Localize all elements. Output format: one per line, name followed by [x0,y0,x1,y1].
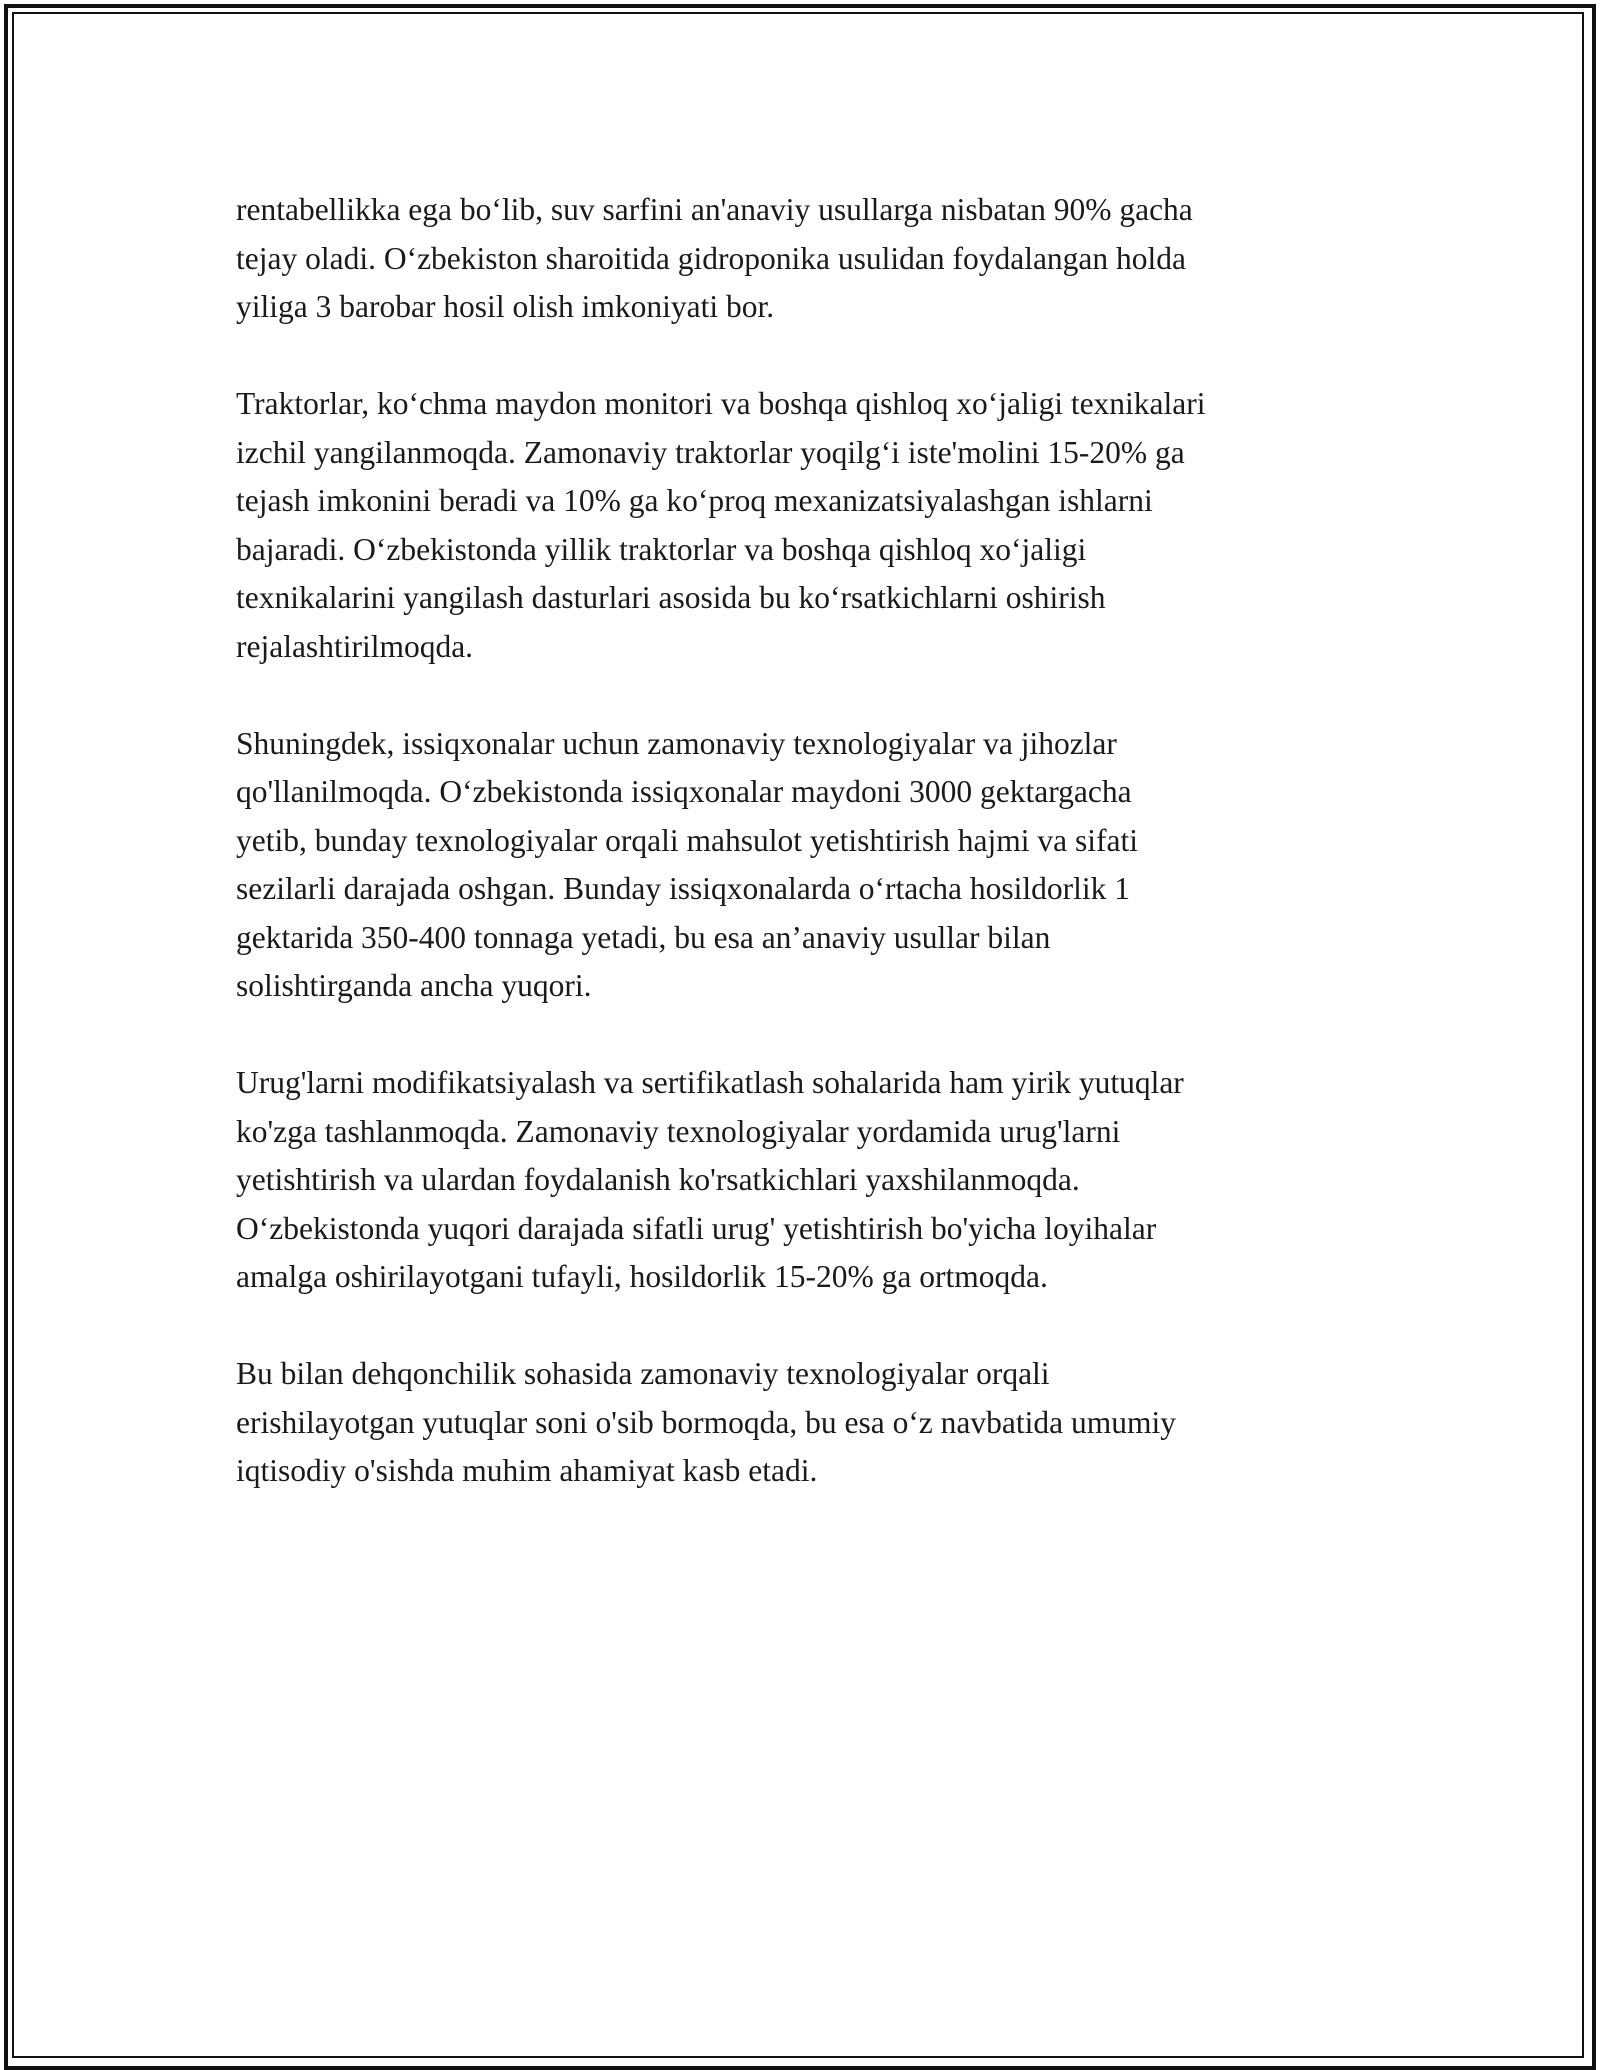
paragraph-greenhouses: Shuningdek, issiqxonalar uchun zamonaviy texnologiyalar va jihozlar qo'llanilmoqda. O‘zbekistonda issiqxonalar maydoni 3000 gektargacha yetib, bunday texnologiyalar orqali mahsulot yetishtirish hajmi va sifati sezilarli darajada oshgan. Bunday issiqxonalarda o‘rtacha hosildorlik 1 gektarida 350-400 tonnaga yetadi, bu esa an’anaviy usullar bilan solishtirganda ancha yuqori. [236,725,1138,1003]
paragraph-hydroponics: rentabellikka ega bo‘lib, suv sarfini an'anaviy usullarga nisbatan 90% gacha tejay oladi. O‘zbekiston sharoitida gidroponika usulidan foydalangan holda yiliga 3 barobar hosil olish imkoniyati bor. [236,192,1193,324]
paragraph-seeds: Urug'larni modifikatsiyalash va sertifikatlash sohalarida ham yirik yutuqlar ko'zga tashlanmoqda. Zamonaviy texnologiyalar yordamida urug'larni yetishtirish va ulardan foydalanish ko'rsatkichlari yaxshilanmoqda. O‘zbekistonda yuqori darajada sifatli urug' yetishtirish bo'yicha loyihalar amalga oshirilayotgani tufayli, hosildorlik 15-20% ga ortmoqda. [236,1065,1184,1294]
document-body [236,186,1366,1544]
paragraph-conclusion: Bu bilan dehqonchilik sohasida zamonaviy texnologiyalar orqali erishilayotgan yutuqlar soni o'sib bormoqda, bu esa o‘z navbatida umumiy iqtisodiy o'sishda muhim ahamiyat kasb etadi. [236,1356,1176,1488]
paragraph-tractors: Traktorlar, ko‘chma maydon monitori va boshqa qishloq xo‘jaligi texnikalari izchil yangilanmoqda. Zamonaviy traktorlar yoqilg‘i iste'molini 15-20% ga tejash imkonini beradi va 10% ga ko‘proq mexanizatsiyalashgan ishlarni bajaradi. O‘zbekistonda yillik traktorlar va boshqa qishloq xo‘jaligi texnikalarini yangilash dasturlari asosida bu ko‘rsatkichlarni oshirish rejalashtirilmoqda. [236,386,1206,664]
